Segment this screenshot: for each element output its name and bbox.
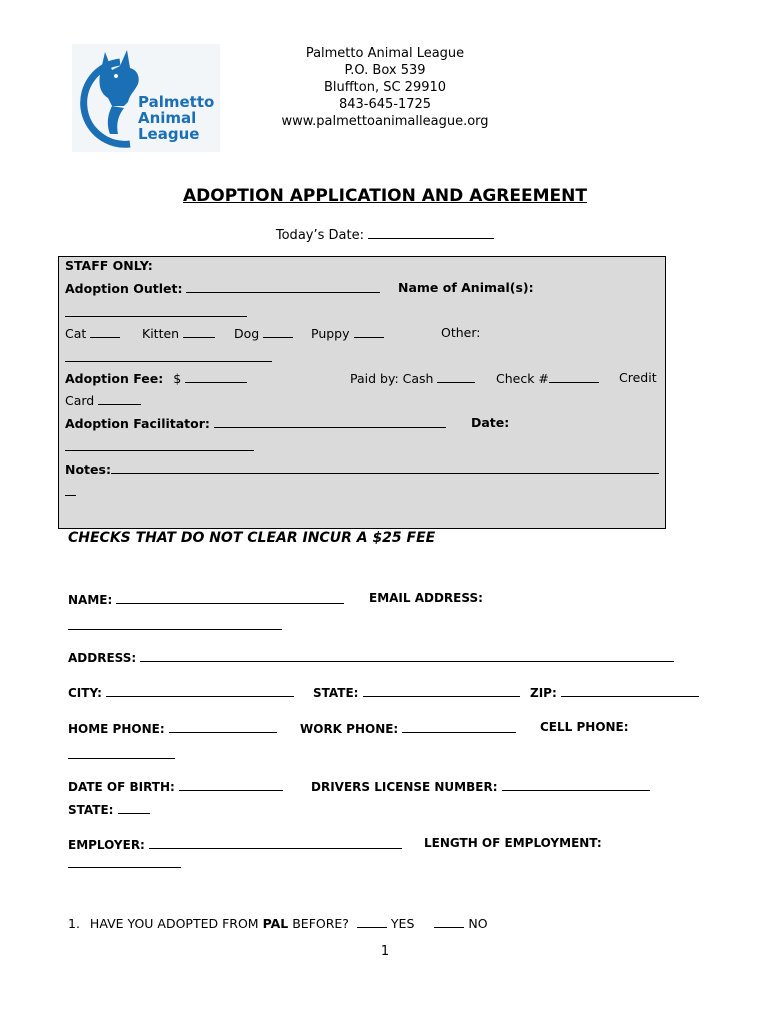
logo-text-line3: League: [138, 125, 200, 143]
todays-date-row: [0, 226, 770, 243]
cash-field[interactable]: [437, 370, 475, 383]
checks-fee-notice: CHECKS THAT DO NOT CLEAR INCUR A $25 FEE: [68, 530, 436, 546]
staff-only-heading: STAFF ONLY:: [65, 258, 153, 273]
logo-text-line2: Animal: [138, 109, 197, 127]
dog-field[interactable]: [263, 325, 293, 338]
adoption-fee-label: Adoption Fee:: [65, 371, 164, 386]
question-1: [68, 915, 488, 931]
cat-label: Cat: [65, 326, 87, 341]
license-field[interactable]: [502, 778, 650, 791]
card-label: Card: [65, 393, 95, 408]
name-of-animals-field[interactable]: [65, 304, 247, 317]
dob-label: DATE OF BIRTH:: [68, 780, 175, 794]
org-phone: 843-645-1725: [338, 97, 432, 112]
cat-field[interactable]: [90, 325, 120, 338]
email-field[interactable]: [68, 617, 282, 630]
adoption-outlet-field[interactable]: [186, 280, 380, 293]
question-1-yes-label: YES: [390, 916, 415, 931]
employer-field[interactable]: [149, 836, 402, 849]
adoption-fee-field[interactable]: [185, 370, 247, 383]
city-field[interactable]: [106, 684, 294, 697]
todays-date-label: Today’s Date:: [275, 228, 364, 243]
org-name: Palmetto Animal League: [305, 46, 465, 61]
org-website[interactable]: www.palmettoanimalleague.org: [281, 114, 489, 129]
state-label: STATE:: [313, 686, 359, 700]
state-field[interactable]: [363, 684, 520, 697]
name-of-animals-label: Name of Animal(s):: [398, 280, 534, 295]
question-1-no-field[interactable]: [434, 915, 464, 928]
paid-by-cash-label: Paid by: Cash: [350, 371, 434, 386]
page-title: ADOPTION APPLICATION AND AGREEMENT: [183, 186, 587, 206]
page-number: 1: [380, 944, 390, 959]
notes-field-line2[interactable]: [65, 516, 650, 529]
email-label: EMAIL ADDRESS:: [369, 591, 483, 605]
question-1-no-label: NO: [468, 916, 488, 931]
kitten-label: Kitten: [142, 326, 180, 341]
other-label: Other:: [441, 325, 481, 340]
length-of-employment-field[interactable]: [68, 855, 181, 868]
puppy-label: Puppy: [311, 326, 350, 341]
logo-text-line1: Palmetto: [138, 93, 215, 111]
city-line: Bluffton, SC 29910: [323, 80, 447, 95]
cell-phone-field[interactable]: [68, 746, 175, 759]
credit-card-field[interactable]: [98, 392, 141, 405]
license-state-field[interactable]: [118, 801, 150, 814]
cell-phone-label: CELL PHONE:: [540, 720, 629, 734]
adoption-outlet-label: Adoption Outlet:: [65, 281, 183, 296]
length-of-employment-label: LENGTH OF EMPLOYMENT:: [424, 836, 602, 850]
home-phone-field[interactable]: [169, 720, 277, 733]
animal-type-row: [65, 325, 120, 341]
dog-label: Dog: [234, 326, 260, 341]
license-state-label: STATE:: [68, 803, 114, 817]
check-number-label: Check #: [496, 371, 549, 386]
name-field[interactable]: [116, 591, 344, 604]
license-label: DRIVERS LICENSE NUMBER:: [311, 780, 498, 794]
question-1-text-after: BEFORE?: [292, 916, 349, 931]
question-1-pal: PAL: [262, 916, 289, 931]
question-1-number: 1.: [68, 916, 80, 931]
puppy-field[interactable]: [354, 325, 384, 338]
other-field[interactable]: [65, 349, 272, 362]
todays-date-field[interactable]: [368, 226, 494, 239]
adoption-facilitator-label: Adoption Facilitator:: [65, 416, 210, 431]
adoption-facilitator-field[interactable]: [214, 415, 446, 428]
staff-date-field[interactable]: [65, 438, 254, 451]
palmetto-animal-league-logo: [72, 44, 220, 152]
question-1-text: HAVE YOU ADOPTED FROM: [89, 916, 259, 931]
zip-label: ZIP:: [530, 686, 557, 700]
employer-label: EMPLOYER:: [68, 838, 145, 852]
notes-field-line1[interactable]: [111, 461, 659, 474]
dob-field[interactable]: [179, 778, 283, 791]
dollar-sign: $: [173, 371, 182, 386]
staff-only-box: [58, 256, 666, 529]
kitten-field[interactable]: [183, 325, 215, 338]
address-field[interactable]: [140, 649, 674, 662]
zip-field[interactable]: [561, 684, 699, 697]
adoption-outlet-row: [65, 280, 380, 296]
work-phone-label: WORK PHONE:: [300, 722, 399, 736]
work-phone-field[interactable]: [402, 720, 516, 733]
city-label: CITY:: [68, 686, 102, 700]
question-1-yes-field[interactable]: [357, 915, 387, 928]
notes-label: Notes:: [65, 462, 111, 477]
check-number-field[interactable]: [549, 370, 599, 383]
home-phone-label: HOME PHONE:: [68, 722, 165, 736]
staff-date-label: Date:: [471, 415, 510, 430]
po-box: P.O. Box 539: [344, 63, 426, 78]
notes-field-line1-wrap[interactable]: [65, 483, 76, 496]
name-label: NAME:: [68, 593, 113, 607]
address-label: ADDRESS:: [68, 651, 137, 665]
credit-label: Credit: [619, 370, 657, 385]
